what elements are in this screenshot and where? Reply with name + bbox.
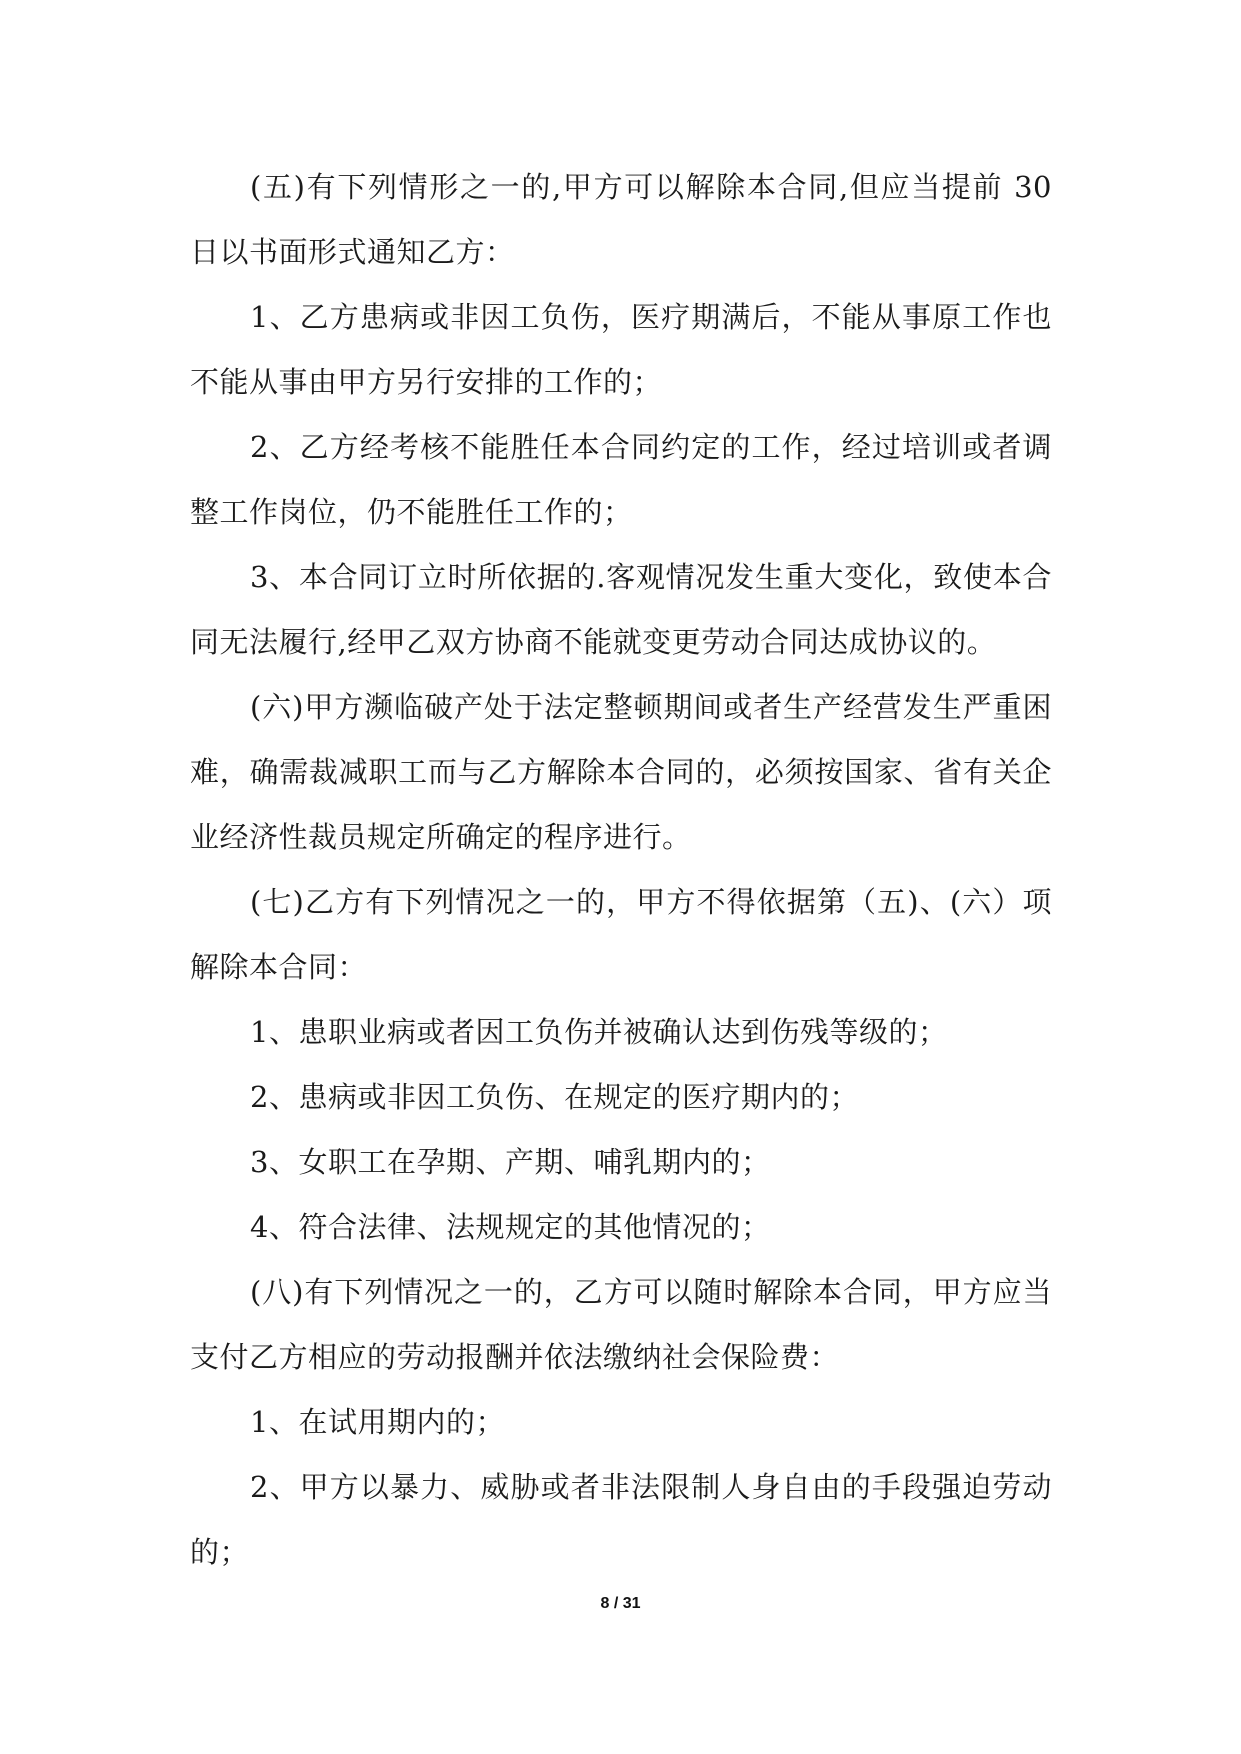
clause-7-item-2: 2、患病或非因工负伤、在规定的医疗期内的； <box>250 1080 859 1114</box>
clause-8-item-2: 2、甲方以暴力、威胁或者非法限制人身自由的手段强迫劳动的； <box>190 1470 1052 1569</box>
clause-7-item-4: 4、符合法律、法规规定的其他情况的； <box>250 1210 771 1244</box>
clause-7-paragraph: (七)乙方有下列情况之一的，甲方不得依据第（五)、(六）项解除本合同： <box>190 885 1052 984</box>
clause-5-item-1: 1、乙方患病或非因工负伤，医疗期满后，不能从事原工作也不能从事由甲方另行安排的工作的； <box>190 300 1052 399</box>
clause-7-item-1: 1、患职业病或者因工负伤并被确认达到伤残等级的； <box>250 1015 948 1049</box>
clause-5-paragraph: (五)有下列情形之一的,甲方可以解除本合同,但应当提前 30 日以书面形式通知乙方： <box>190 170 1052 269</box>
clause-8-paragraph: (八)有下列情况之一的，乙方可以随时解除本合同，甲方应当支付乙方相应的劳动报酬并依法缴纳社会保险费： <box>190 1275 1052 1374</box>
clause-7-item-3: 3、女职工在孕期、产期、哺乳期内的； <box>250 1145 771 1179</box>
page-number: 8 / 31 <box>600 1595 641 1612</box>
clause-6-paragraph: (六)甲方濒临破产处于法定整顿期间或者生产经营发生严重困难，确需裁减职工而与乙方解除本合同的，必须按国家、省有关企业经济性裁员规定所确定的程序进行。 <box>190 690 1052 854</box>
document-body <box>190 155 1052 1585</box>
clause-8-item-1: 1、在试用期内的； <box>250 1405 505 1439</box>
clause-5-item-3: 3、本合同订立时所依据的.客观情况发生重大变化，致使本合同无法履行,经甲乙双方协商不能就变更劳动合同达成协议的。 <box>190 560 1052 659</box>
clause-5-item-2: 2、乙方经考核不能胜任本合同约定的工作，经过培训或者调整工作岗位，仍不能胜任工作的； <box>190 430 1052 529</box>
